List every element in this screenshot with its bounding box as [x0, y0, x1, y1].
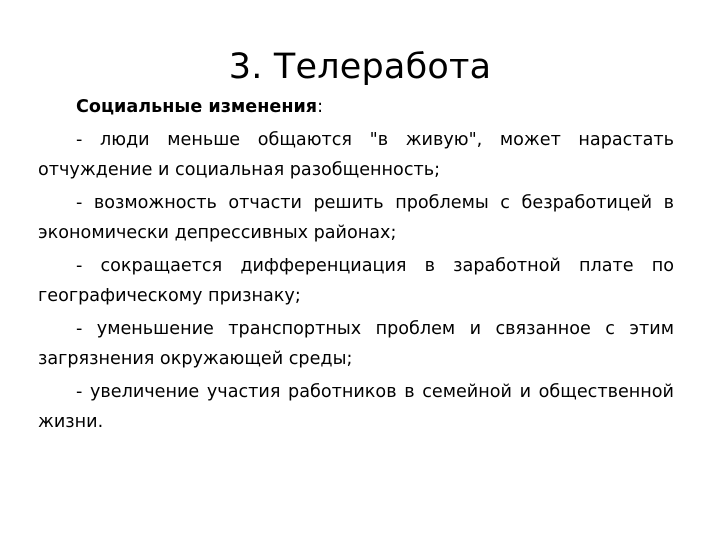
bullet-item-3: - сокращается дифференциация в заработной плате по географическому признаку; [38, 256, 674, 306]
bullet-item-5: - увеличение участия работников в семейной и общественной жизни. [38, 382, 674, 432]
subheading-text: Социальные изменения [76, 97, 318, 117]
subheading [38, 92, 674, 122]
bullet-item-2: - возможность отчасти решить проблемы с безработицей в экономически депрессивных районах; [38, 193, 674, 243]
slide-title: 3. Телеработа [228, 47, 492, 87]
slide-body [38, 92, 674, 437]
subheading-colon: : [317, 97, 324, 117]
bullet-item-1: - люди меньше общаются "в живую", может нарастать отчуждение и социальная разобщенность; [38, 130, 674, 180]
bullet-item-4: - уменьшение транспортных проблем и связанное с этим загрязнения окружающей среды; [38, 319, 674, 369]
